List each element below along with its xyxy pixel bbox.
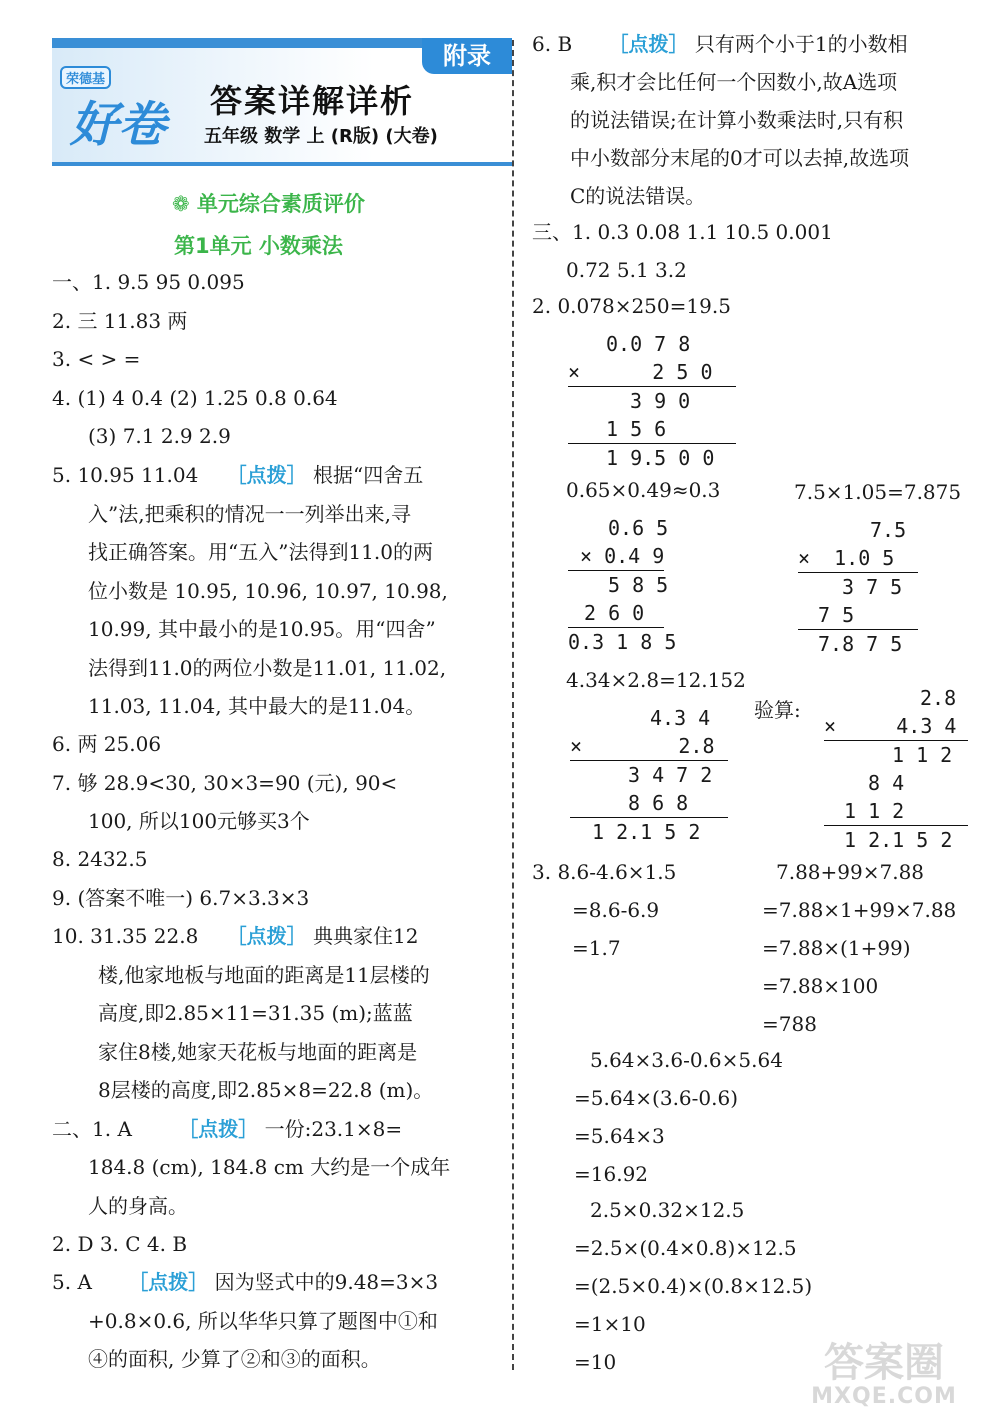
page-title: 答案详解详析: [210, 82, 415, 120]
answer-line: 3. < > =: [52, 347, 141, 371]
answer-text: 10. 31.35 22.8: [52, 924, 199, 948]
answer-text: 典典家住12: [313, 924, 419, 948]
answer-text: 5. A: [52, 1270, 92, 1294]
logo: 好卷: [70, 97, 167, 153]
equation: 0.65×0.49≈0.3: [566, 478, 721, 502]
calc-row: 0.6 5: [608, 516, 669, 540]
answer-line: 8层楼的高度,即2.85×8=22.8 (m)。: [98, 1078, 434, 1102]
answer-line: 2. 三 11.83 两: [52, 309, 188, 333]
hint-label: ［点拨］: [226, 463, 307, 487]
header-banner: [52, 38, 512, 166]
calc-row: 7.5: [870, 518, 907, 542]
calc-row: × 2.8: [570, 732, 728, 761]
hint-label: ［点拨］: [608, 32, 689, 56]
equation: =16.92: [574, 1162, 649, 1186]
answer-text: 只有两个小于1的小数相: [694, 32, 908, 56]
answer-text: 6. B: [532, 32, 573, 56]
check-label: 验算:: [754, 698, 801, 722]
answer-line: 2. 0.078×250=19.5: [532, 294, 731, 318]
equation: =5.64×(3.6-0.6): [574, 1086, 739, 1110]
answer-line: 入”法,把乘积的情况一一列举出来,寻: [88, 502, 411, 526]
answer-line: 一、1. 9.5 95 0.095: [52, 270, 245, 294]
answer-line: 2. D 3. C 4. B: [52, 1232, 188, 1256]
calc-row: 3 9 0: [630, 389, 691, 413]
answer-line: 8. 2432.5: [52, 847, 148, 871]
answer-text: 二、1. A: [52, 1117, 132, 1141]
calc-row: 2 6 0: [568, 599, 664, 628]
calc-row: 0.3 1 8 5: [568, 630, 677, 654]
equation: =10: [574, 1350, 617, 1374]
answer-line: 6. 两 25.06: [52, 732, 162, 756]
calc-row: × 2 5 0: [568, 358, 736, 387]
answer-line: 4. (1) 4 0.4 (2) 1.25 0.8 0.64: [52, 386, 338, 410]
calc-row: × 0.4 9: [568, 542, 664, 571]
answer-line: 三、1. 0.3 0.08 1.1 10.5 0.001: [532, 220, 833, 244]
answer-line: [52, 922, 418, 950]
calc-row: 1 1 2: [824, 797, 968, 826]
vertical-calculation: [824, 684, 968, 854]
calc-row: 1 9.5 0 0: [606, 446, 715, 470]
appendix-tab: 附录: [422, 38, 512, 74]
equation: =1×10: [574, 1312, 646, 1336]
calc-row: 1 1 2: [892, 743, 953, 767]
equation: =7.88×(1+99): [762, 936, 911, 960]
calc-row: 7.8 7 5: [818, 632, 903, 656]
answer-line: 找正确答案。用“五入”法得到11.0的两: [88, 540, 433, 564]
hint-label: ［点拨］: [178, 1117, 259, 1141]
answer-line: 位小数是 10.95, 10.96, 10.97, 10.98,: [88, 579, 448, 603]
watermark-url: MXQE.COM: [811, 1384, 957, 1409]
answer-line: [532, 30, 908, 58]
vertical-calculation: [798, 516, 918, 658]
equation: 5.64×3.6-0.6×5.64: [590, 1048, 783, 1072]
calc-row: 8 4: [868, 771, 905, 795]
calc-row: 7 5: [798, 601, 918, 630]
answer-line: C的说法错误。: [570, 184, 706, 208]
answer-line: [52, 1268, 438, 1296]
answer-text: 一份:23.1×8=: [264, 1117, 403, 1141]
brand-label: 荣德基: [60, 66, 111, 89]
unit-heading: 第1单元 小数乘法: [174, 234, 343, 258]
calc-row: 3 4 7 2: [628, 763, 713, 787]
calc-row: 2.8: [920, 686, 957, 710]
calc-row: 0.0 7 8: [606, 332, 691, 356]
answer-line: [52, 1115, 402, 1143]
answer-line: (3) 7.1 2.9 2.9: [88, 424, 231, 448]
equation: =7.88×1+99×7.88: [762, 898, 957, 922]
answer-line: 10.99, 其中最小的是10.95。用“四舍”: [88, 617, 436, 641]
answer-line: 高度,即2.85×11=31.35 (m);蓝蓝: [98, 1001, 413, 1025]
paw-icon: ❁: [172, 192, 197, 216]
calc-row: 1 2.1 5 2: [844, 828, 953, 852]
answer-line: 的说法错误;在计算小数乘法时,只有积: [570, 108, 904, 132]
equation: 7.88+99×7.88: [776, 860, 925, 884]
calc-row: 4.3 4: [650, 706, 711, 730]
calc-row: 5 8 5: [608, 573, 669, 597]
answer-line: 乘,积才会比任何一个因数小,故A选项: [570, 70, 898, 94]
answer-line: 0.72 5.1 3.2: [566, 258, 687, 282]
hint-label: ［点拨］: [128, 1270, 209, 1294]
equation: =(2.5×0.4)×(0.8×12.5): [574, 1274, 813, 1298]
calc-row: 3 7 5: [842, 575, 903, 599]
equation: =2.5×(0.4×0.8)×12.5: [574, 1236, 797, 1260]
answer-line: 法得到11.0的两位小数是11.01, 11.02,: [88, 656, 447, 680]
column-divider: [512, 40, 514, 1370]
watermark: [789, 1341, 979, 1411]
equation: =5.64×3: [574, 1124, 665, 1148]
answer-line: 11.03, 11.04, 其中最大的是11.04。: [88, 694, 426, 718]
answer-line: 7. 够 28.9<30, 30×3=90 (元), 90<: [52, 771, 398, 795]
answer-line: 100, 所以100元够买3个: [88, 809, 310, 833]
answer-line: 人的身高。: [88, 1194, 188, 1218]
calc-row: × 4.3 4: [824, 712, 968, 741]
answer-text: 5. 10.95 11.04: [52, 463, 199, 487]
equation: 2.5×0.32×12.5: [590, 1198, 745, 1222]
vertical-calculation: [568, 514, 677, 656]
answer-text: 因为竖式中的9.48=3×3: [214, 1270, 439, 1294]
answer-line: 中小数部分末尾的0才可以去掉,故选项: [570, 146, 910, 170]
section-heading: [172, 188, 365, 218]
calc-row: 1 5 6: [568, 415, 736, 444]
equation: 7.5×1.05=7.875: [794, 480, 962, 504]
answer-line: 184.8 (cm), 184.8 cm 大约是一个成年: [88, 1155, 451, 1179]
calc-row: 8 6 8: [570, 789, 728, 818]
calc-row: 1 2.1 5 2: [592, 820, 701, 844]
vertical-calculation: [570, 704, 728, 846]
hint-label: ［点拨］: [226, 924, 307, 948]
watermark-text: 答案圈: [824, 1340, 944, 1386]
answer-line: +0.8×0.6, 所以华华只算了题图中①和: [88, 1309, 438, 1333]
answer-line: 9. (答案不唯一) 6.7×3.3×3: [52, 886, 310, 910]
equation: 3. 8.6-4.6×1.5: [532, 860, 677, 884]
equation: =8.6-6.9: [572, 898, 660, 922]
answer-line: 楼,他家地板与地面的距离是11层楼的: [98, 963, 430, 987]
answer-line: ④的面积, 少算了②和③的面积。: [88, 1347, 381, 1371]
equation: =1.7: [572, 936, 621, 960]
vertical-calculation: [568, 330, 736, 472]
answer-line: [52, 461, 423, 489]
equation: =7.88×100: [762, 974, 879, 998]
header-bottom-bar: [52, 162, 512, 166]
page-subtitle: 五年级 数学 上 (R版) (大卷): [204, 126, 438, 147]
equation: =788: [762, 1012, 817, 1036]
answer-line: 家住8楼,她家天花板与地面的距离是: [98, 1040, 418, 1064]
equation: 4.34×2.8=12.152: [566, 668, 746, 692]
answer-text: 根据“四舍五: [313, 463, 424, 487]
calc-row: × 1.0 5: [798, 544, 918, 573]
section-heading-text: 单元综合素质评价: [196, 192, 365, 216]
